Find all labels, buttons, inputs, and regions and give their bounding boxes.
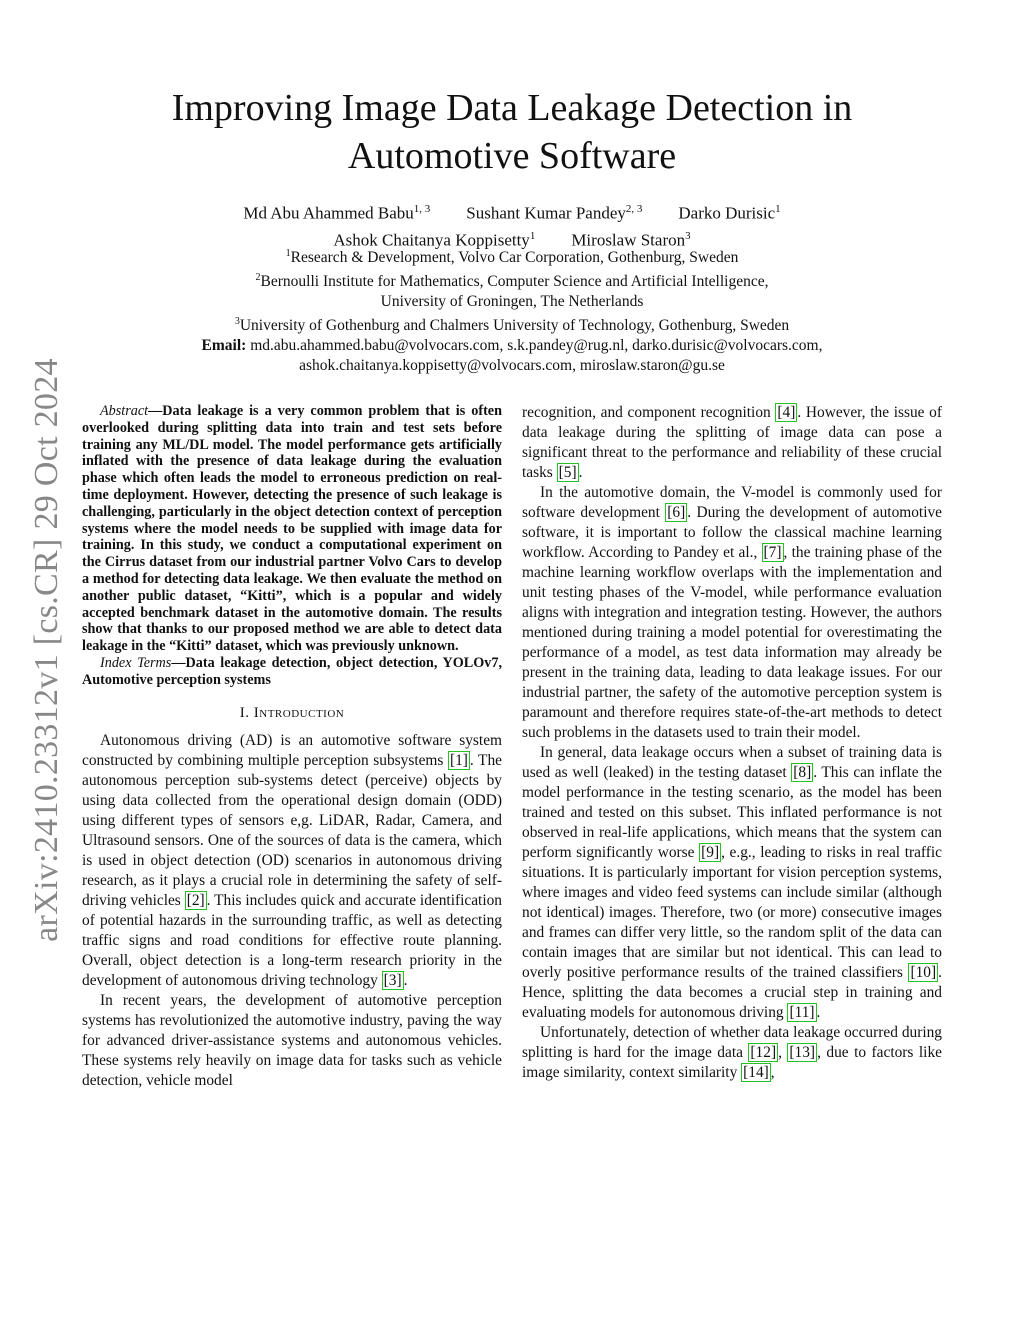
author: Ashok Chaitanya Koppisetty$^1$ (333, 229, 536, 250)
intro-paragraph-1: Autonomous driving (AD) is an automotive software system constructed by combining multiple perception subsystems [1] . The autonomous perception sub-systems detect (perceive) objects by using data collected from the operational design domain (ODD) using different types of sensors e,g. LiDAR, Radar, Camera, and Ultrasound sensors. One of the sources of data is the camera, which is used in object detection (OD) scenarios in autonomous driving research, as it plays a crucial role in determining the safety of self-driving vehicles [2] . This includes quick and accurate identification of potential hazards in the surrounding traffic, as well as detecting traffic signs and road conditions for effective route planning. Overall, object detection is a long-term research priority in the development of autonomous driving technology [3] . (82, 731, 502, 989)
title-line-1: Improving Image Data Leakage Detection in (171, 87, 853, 129)
citation-link[interactable]: [8] (793, 764, 812, 781)
citation-link[interactable]: [3] (383, 971, 402, 989)
affiliation-3: $^3$University of Gothenburg and Chalmers University of Technology, Gothenburg, Sweden (234, 316, 790, 335)
title-line-2: Automotive Software (347, 135, 677, 177)
email-label: Email: (201, 337, 247, 355)
citation-link[interactable]: [14] (743, 1064, 769, 1081)
right-column (522, 403, 942, 1083)
affiliation-1: $^1$Research & Development, Volvo Car Corporation, Gothenburg, Sweden (285, 248, 739, 267)
paper-title (110, 84, 914, 180)
citation-link[interactable]: [11] (789, 1004, 815, 1021)
left-column (82, 403, 502, 1091)
citation-link[interactable]: [5] (558, 464, 577, 481)
citation-link[interactable]: [1] (449, 751, 468, 769)
abstract-label: Abstract (100, 403, 149, 419)
citation-link[interactable]: [13] (789, 1044, 816, 1061)
citation-link[interactable]: [7] (763, 544, 782, 561)
citation-link[interactable]: [12] (750, 1044, 777, 1061)
arxiv-identifier: arXiv:2410.23312v1 [cs.CR] 29 Oct 2024 (28, 358, 65, 942)
author: Sushant Kumar Pandey$^{2, 3}$ (466, 203, 643, 223)
intro-paragraph-4: In general, data leakage occurs when a subset of training data is used as well (leaked) in the testing dataset [8] . This can inflate the model performance in the testing scenario, as the model has been trained and tested on this subset. This inflated performance is not observed in real-life applications, which means that the system can perform significantly worse [9] , e.g., leading to risks in real traffic situations. It is particularly important for vision perception systems, where images and video feed systems can include similar (although not identical) images. Therefore, two (or more) consecutive images and frames can differ very little, so the random split of the data can contain images that are similar but not identical. This can lead to overly positive performance results of the trained classifiers [10] . Hence, splitting the data becomes a crucial step in training and evaluating models for autonomous driving [11] . (522, 744, 943, 1021)
intro-paragraph-5: Unfortunately, detection of whether data leakage occurred during splitting is hard for the image data [12] , [13] , due to factors like image similarity, context similarity [14] , (522, 1024, 942, 1081)
section-heading-introduction: I. Introduction (239, 704, 345, 721)
author: Md Abu Ahammed Babu$^{1, 3}$ (243, 203, 431, 223)
email-line-2[interactable]: ashok.chaitanya.koppisetty@volvocars.com, miroslaw.staron@gu.se (299, 357, 725, 375)
citation-link[interactable]: [6] (667, 504, 686, 521)
citation-link[interactable]: [9] (701, 844, 720, 861)
email-line-1 (110, 336, 914, 356)
affiliations (110, 244, 914, 376)
abstract: Abstract—Data leakage is a very common problem that is often overlooked during splitting data into train and test sets before training any ML/DL model. The model performance gets artificially inflated with the presence of data leakage during the evaluation phase which often leads the model to erroneous prediction on real-time deployment. However, detecting the presence of such leakage is challenging, particularly in the object detection context of perception systems where the model needs to be supplied with image data for training. In this study, we conduct a computational experiment on the Cirrus dataset from our industrial partner Volvo Cars to develop a method for detecting data leakage. We then evaluate the method on another public dataset, “Kitti”, which is a popular and widely accepted benchmark dataset in the automotive domain. The results show that thanks to our proposed method we are able to detect data leakage in the “Kitti” dataset, which was previously unknown. (82, 403, 502, 655)
intro-paragraph-2: In recent years, the development of automotive perception systems has revolutionized the automotive industry, paving the way for advanced driver-assistance systems and autonomous vehicles. These systems rely heavily on image data for tasks such as vehicle detection, vehicle model (82, 991, 502, 1089)
citation-link[interactable]: [10] (910, 964, 937, 981)
affiliation-2-cont: University of Groningen, The Netherlands (380, 293, 644, 311)
index-terms-label: Index Terms (100, 654, 172, 671)
author: Miroslaw Staron$^3$ (571, 229, 691, 250)
author: Darko Durisic$^1$ (678, 203, 781, 223)
citation-link[interactable]: [2] (186, 891, 205, 909)
intro-paragraph-2-cont: recognition, and component recognition [4] . However, the issue of data leakage during the splitting of image data can pose a significant threat to the performance and reliability of these crucial tasks [5] . (522, 404, 943, 481)
citation-link[interactable]: [4] (777, 404, 796, 421)
affiliation-2: $^2$Bernoulli Institute for Mathematics, Computer Science and Artificial Intelligence, (255, 272, 769, 291)
intro-paragraph-3: In the automotive domain, the V-model is commonly used for software development [6] . During the development of automotive software, it is important to follow the classical machine learning workflow. According to Pandey et al., [7] , the training phase of the machine learning workflow overlaps with the implementation and unit testing phases of the V-model, while performance evaluation aligns with integration and integration testing. However, the authors mentioned during training a model potential for overestimating the performance of a model, as test data information may already be present in the training data, leading to data leakage issues. For our industrial partner, the safety of the automotive perception system is paramount and therefore requires state-of-the-art methods to detect such problems in the datasets used to train their model. (522, 484, 943, 741)
email-addresses-1[interactable]: md.abu.ahammed.babu@volvocars.com, s.k.pandey@rug.nl, darko.durisic@volvocars.com, (250, 337, 823, 355)
arxiv-identifier-stamp (22, 360, 72, 940)
index-terms: Index Terms—Data leakage detection, object detection, YOLOv7, Automotive perception systems (82, 654, 502, 688)
